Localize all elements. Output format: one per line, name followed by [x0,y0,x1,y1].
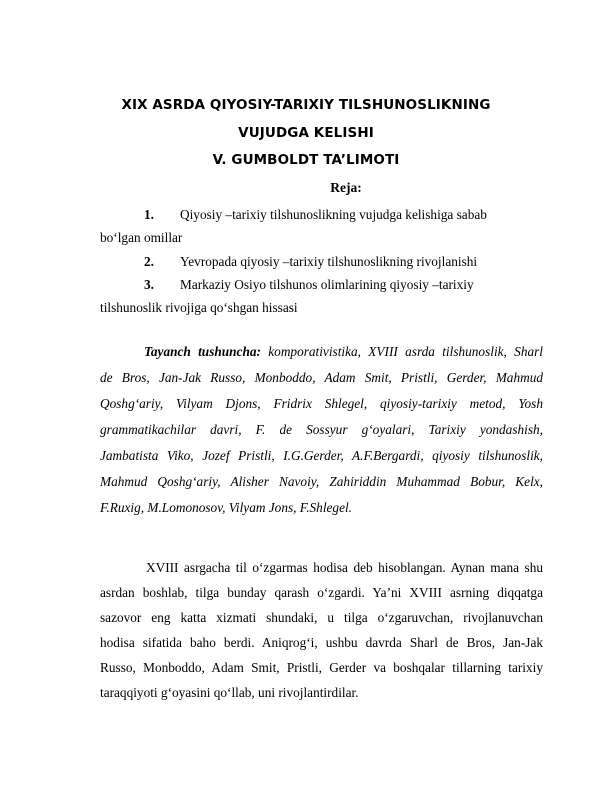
body-line-6: taraqqiyoti g‘oyasini qo‘llab, uni rivojlantirdilar. [100,685,359,700]
heading-line-2: VUJUDGA KELISHI [238,125,374,141]
plan-item-1-continuation: bo‘lgan omillar [100,230,183,245]
plan-item-3-text: Markaziy Osiyo tilshunos olimlarining qiyosiy –tarixiy [180,277,474,292]
plan-item-1-text: Qiyosiy –tarixiy tilshunoslikning vujudga kelishiga sabab [180,207,487,222]
keywords-line-6: Mahmud Qoshg‘ariy, Alisher Navoiy, Zahiriddin Muhammad Bobur, Kelx, [100,474,543,489]
body-line-1: XVIII asrgacha til o‘zgarmas hodisa deb hisoblangan. Aynan mana shu [146,560,543,575]
keywords-line-2: de Bros, Jan-Jak Russo, Monboddo, Adam Smit, Pristli, Gerder, Mahmud [100,370,543,385]
body-line-4: hodisa sifatida baho berdi. Aniqrog‘i, ushbu davrda Sharl de Bros, Jan-Jak [100,635,543,650]
keywords-line-3: Qoshg‘ariy, Vilyam Djons, Fridrix Shlegel, qiyosiy-tarixiy metod, Yosh [100,396,543,411]
plan-title: Reja: [330,180,362,195]
heading-line-1: XIX ASRDA QIYOSIY-TARIXIY TILSHUNOSLIKNING [121,97,491,113]
body-line-3: sazovor eng katta xizmati shundaki, u tilga o‘zgaruvchan, rivojlanuvchan [100,610,543,625]
keywords-label: Tayanch tushuncha: [144,344,261,359]
keywords-line-5: Jambatista Viko, Jozef Pristli, I.G.Gerder, A.F.Bergardi, qiyosiy tilshunoslik, [100,448,543,463]
plan-item-3-continuation: tilshunoslik rivojiga qo‘shgan hissasi [100,300,298,315]
body-line-2: asrdan boshlab, tilga bunday qarash o‘zgardi. Ya’ni XVIII asrning diqqatga [100,585,543,600]
plan-item-1-number: 1. [144,207,154,222]
keywords-line-7: F.Ruxig, M.Lomonosov, Vilyam Jons, F.Shlegel. [100,500,352,515]
keywords-line-1: Tayanch tushuncha: komporativistika, XVIII asrda tilshunoslik, Sharl [144,344,544,359]
keywords-line-4: grammatikachilar davri, F. de Sossyur g‘oyalari, Tarixiy yondashish, [100,422,543,437]
plan-item-3-number: 3. [144,277,154,292]
body-line-5: Russo, Monboddo, Adam Smit, Pristli, Gerder va boshqalar tillarning tarixiy [100,660,543,675]
plan-item-2-text: Yevropada qiyosiy –tarixiy tilshunoslikning rivojlanishi [180,254,478,269]
plan-item-2-number: 2. [144,254,154,269]
heading-line-3: V. GUMBOLDT TA’LIMOTI [212,152,400,168]
